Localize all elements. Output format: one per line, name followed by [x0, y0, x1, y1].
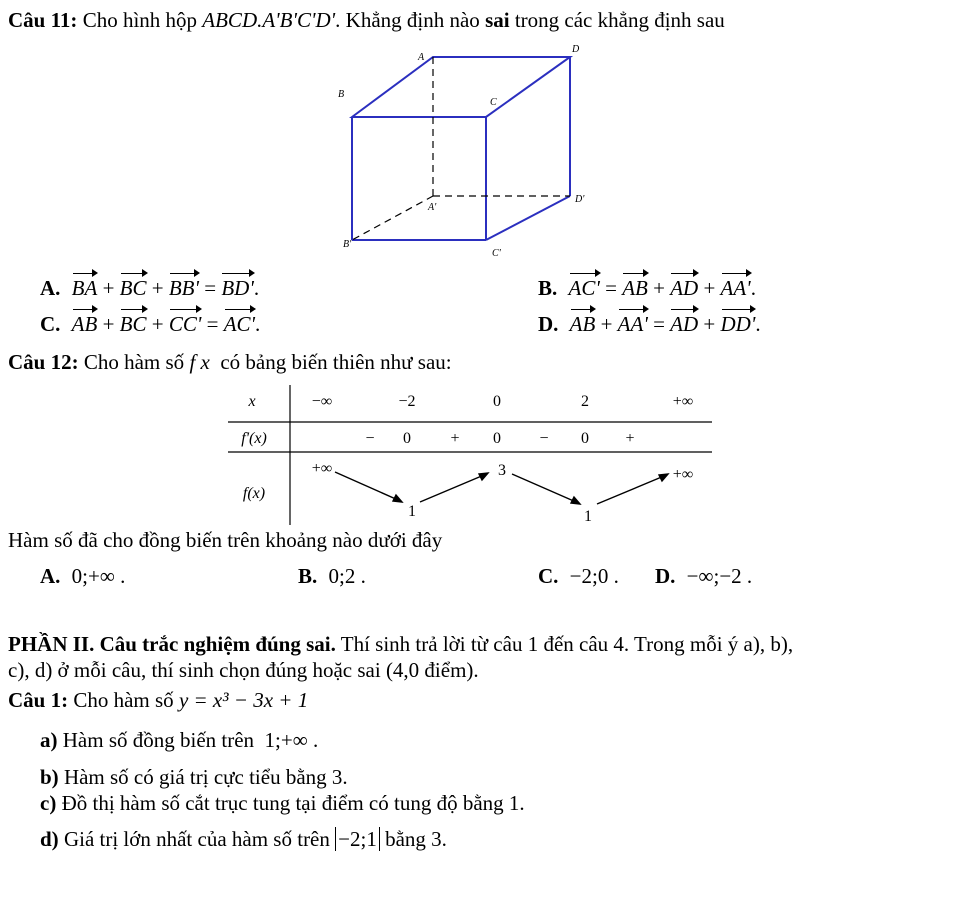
fp-val-2: + — [450, 430, 460, 447]
f-val-4: +∞ — [672, 466, 694, 483]
part2-item-b[interactable]: b) Hàm số có giá trị cực tiểu bằng 3. — [40, 765, 348, 789]
part2-item-a[interactable]: a) Hàm số đồng biến trên 1;+∞ . — [40, 728, 319, 752]
f-arrow-2-head — [479, 473, 488, 480]
x-val-4: +∞ — [672, 393, 694, 410]
part2-item-c[interactable]: c) Đồ thị hàm số cắt trục tung tại điểm có tung độ bằng 1. — [40, 791, 525, 815]
q12-text-after: có bảng biến thiên như sau: — [220, 350, 452, 374]
q11-emph: sai — [485, 8, 510, 32]
f-val-1: 1 — [408, 503, 416, 520]
f-arrow-3 — [512, 474, 576, 502]
f-arrow-2 — [420, 475, 484, 502]
q12-option-c[interactable]: C. −2;0 . — [538, 564, 619, 588]
row-x-label: x — [248, 393, 256, 410]
edge-A1B1-hidden — [352, 196, 433, 240]
q12-fn: f — [189, 350, 196, 374]
part2-desc2: c), d) ở mỗi câu, thí sinh chọn đúng hoặc sai (4,0 điểm). — [8, 658, 479, 682]
q11-option-c[interactable]: C. AB + BC + CC' = AC'. — [40, 312, 261, 336]
q11-option-b[interactable]: B. AC' = AB + AD + AA'. — [538, 276, 756, 300]
part2-line1 — [8, 632, 793, 656]
cube-figure — [0, 30, 959, 300]
q12-heading — [8, 350, 452, 374]
x-val-0: −∞ — [311, 393, 333, 410]
fp-val-6: + — [625, 430, 635, 447]
f-arrow-1 — [335, 472, 398, 500]
f-arrow-4-head — [659, 474, 668, 481]
part2-q1-text: Cho hàm số — [73, 688, 174, 712]
f-arrow-1-head — [393, 495, 402, 502]
x-val-3: 2 — [581, 393, 589, 410]
row-fp-label: f'(x) — [241, 430, 267, 447]
q11-option-a[interactable]: A. BA + BC + BB' = BD'. — [40, 276, 260, 300]
cube-top-face — [352, 57, 570, 117]
q12-option-b[interactable]: B. 0;2 . — [298, 564, 366, 588]
f-val-2: 3 — [498, 462, 506, 479]
f-val-0: +∞ — [311, 460, 333, 477]
fp-val-0: − — [365, 430, 375, 447]
q11-option-d[interactable]: D. AB + AA' = AD + DD'. — [538, 312, 761, 336]
part2-q1-label: Câu 1: — [8, 688, 69, 712]
q11-heading — [8, 8, 725, 32]
f-arrow-4 — [597, 476, 664, 504]
label-A1: A' — [428, 202, 437, 213]
q11-text-mid: . Khẳng định nào — [335, 8, 480, 32]
q12-question: Hàm số đã cho đồng biến trên khoảng nào dưới đây — [8, 528, 443, 552]
f-val-3: 1 — [584, 508, 592, 525]
q11-text-before: Cho hình hộp — [82, 8, 198, 32]
fp-val-4: − — [539, 430, 549, 447]
x-val-1: −2 — [398, 393, 416, 410]
part2-desc1: Thí sinh trả lời từ câu 1 đến câu 4. Trong mỗi ý a), b), — [340, 632, 794, 656]
q11-label: Câu 11: — [8, 8, 78, 32]
fp-val-1: 0 — [403, 430, 411, 447]
edge-C1D1 — [486, 196, 570, 240]
label-C: C — [490, 97, 497, 108]
q11-shape: ABCD.A'B'C'D' — [202, 8, 336, 32]
label-A: A — [418, 52, 425, 63]
label-C1: C' — [492, 248, 501, 259]
q12-var: x — [200, 350, 210, 374]
part2-q1-fn: y = x³ − 3x + 1 — [178, 688, 309, 712]
interval-bracket: −2;1 — [335, 827, 380, 851]
q12-option-a[interactable]: A. 0;+∞ . — [40, 564, 126, 588]
fp-val-5: 0 — [581, 430, 589, 447]
part2-title: PHẦN II. Câu trắc nghiệm đúng sai. — [8, 632, 336, 656]
label-D: D — [572, 44, 580, 55]
x-val-2: 0 — [493, 393, 501, 410]
q12-text-before: Cho hàm số — [83, 350, 185, 374]
part2-q1 — [8, 688, 308, 712]
label-D1: D' — [575, 194, 585, 205]
label-B1: B' — [343, 239, 352, 250]
q12-option-d[interactable]: D. −∞;−2 . — [655, 564, 753, 588]
f-arrow-3-head — [571, 497, 580, 504]
fp-val-3: 0 — [493, 430, 501, 447]
variation-table — [0, 380, 959, 530]
label-B: B — [338, 89, 345, 100]
row-f-label: f(x) — [242, 485, 266, 502]
q12-label: Câu 12: — [8, 350, 79, 374]
part2-item-d[interactable]: d) Giá trị lớn nhất của hàm số trên −2;1 bằng 3. — [40, 827, 447, 851]
q11-text-after: trong các khẳng định sau — [514, 8, 725, 32]
